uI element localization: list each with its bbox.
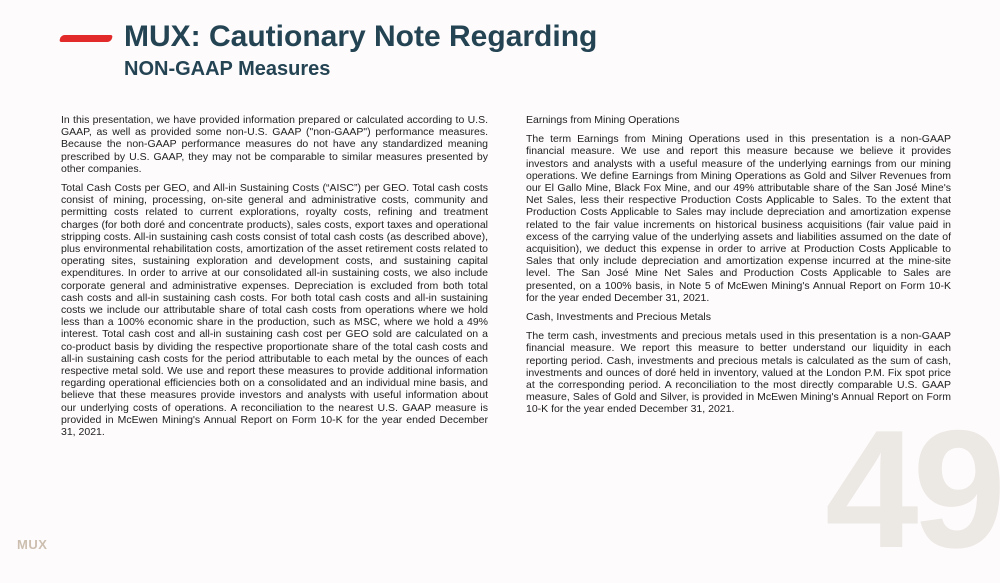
right-column [526,114,951,423]
page-title: MUX: Cautionary Note Regarding [124,20,598,53]
section-heading: Cash, Investments and Precious Metals [526,311,712,324]
section-body: The term cash, investments and precious metals used in this presentation is a non-GAAP financial measure. We report this measure to better understand our liquidity in each reporting period. Cash, investments and precious metals is calculated as the sum of cash, investments and ounces of doré held in inventory, valued at the London P.M. Fix spot price at the corresponding period. A reconciliation to the most directly comparable U.S. GAAP measure, Sales of Gold and Silver, is provided in McEwen Mining's Annual Report on Form 10-K for the year ended December 31, 2021. [526,330,951,416]
section-heading: Earnings from Mining Operations [526,114,680,126]
page-subtitle: NON-GAAP Measures [124,58,331,80]
section-body: The term Earnings from Mining Operations used in this presentation is a non-GAAP financial measure. We use and report this measure because we believe it provides investors and analysts with a useful measure of the underlying earnings from our mining operations. We define Earnings from Mining Operations as Gold and Silver Revenues from our El Gallo Mine, Black Fox Mine, and our 49% attributable share of the San José Mine's Net Sales, less their respective Production Costs Applicable to Sales. To the extent that Production Costs Applicable to Sales may include depreciation and amortization expense related to the fair value increments on historical business acquisitions (fair value paid in excess of the carrying value of the underlying assets and liabilities assumed on the date of acquisition), we deduct this expense in order to arrive at Production Costs Applicable to Sales that only include depreciation and amortization expense incurred at the mine-site level. The San José Mine Net Sales and Production Costs Applicable to Sales are presented, on a 100% basis, in Note 5 of McEwen Mining's Annual Report on Form 10-K for the year ended December 31, 2021. [526,133,951,304]
cash-costs-paragraph: Total Cash Costs per GEO, and All-in Sustaining Costs (“AISC”) per GEO. Total cash costs consist of mining, processing, on-site general and administrative costs, community and permitting costs related to current explorations, royalty costs, refining and treatment charges (for both doré and concentrate products), sales costs, export taxes and operational stripping costs. All-in sustaining cash costs consist of total cash costs (as described above), plus environmental rehabilitation costs, amortization of the asset retirement costs related to operating sites, sustaining exploration and development costs, and sustaining capital expenditures. In order to arrive at our consolidated all-in sustaining costs, we also include corporate general and administrative expenses. Depreciation is excluded from both total cash costs and all-in sustaining cash costs. For both total cash costs and all-in sustaining costs we include our attributable share of total cash costs from operations where we hold less than a 100% economic share in the production, such as MSC, where we hold a 49% interest. Total cash cost and all-in sustaining cash cost per GEO sold are calculated on a co-product basis by dividing the respective proportionate share of the total cash costs and all-in sustaining cash costs for the period attributable to each metal by the ounces of each respective metal sold. We use and report these measures to provide additional information regarding operational efficiencies both on a consolidated and an individual mine basis, and believe that these measures provide investors and analysts with useful information about our underlying costs of operations. A reconciliation to the nearest U.S. GAAP measure is provided in McEwen Mining's Annual Report on Form 10-K for the year ended December 31, 2021. [61,182,488,439]
intro-paragraph: In this presentation, we have provided information prepared or calculated according to U.S. GAAP, as well as provided some non-U.S. GAAP ("non-GAAP") performance measures. Because the non-GAAP performance measures do not have any standardized meaning prescribed by U.S. GAAP, they may not be comparable to similar measures presented by other companies. [61,114,488,175]
slide-page-number: 49 [825,395,1000,583]
red-brush-stroke-accent [59,35,112,42]
mux-footer-logo: MUX [17,537,48,552]
left-column [61,114,488,445]
